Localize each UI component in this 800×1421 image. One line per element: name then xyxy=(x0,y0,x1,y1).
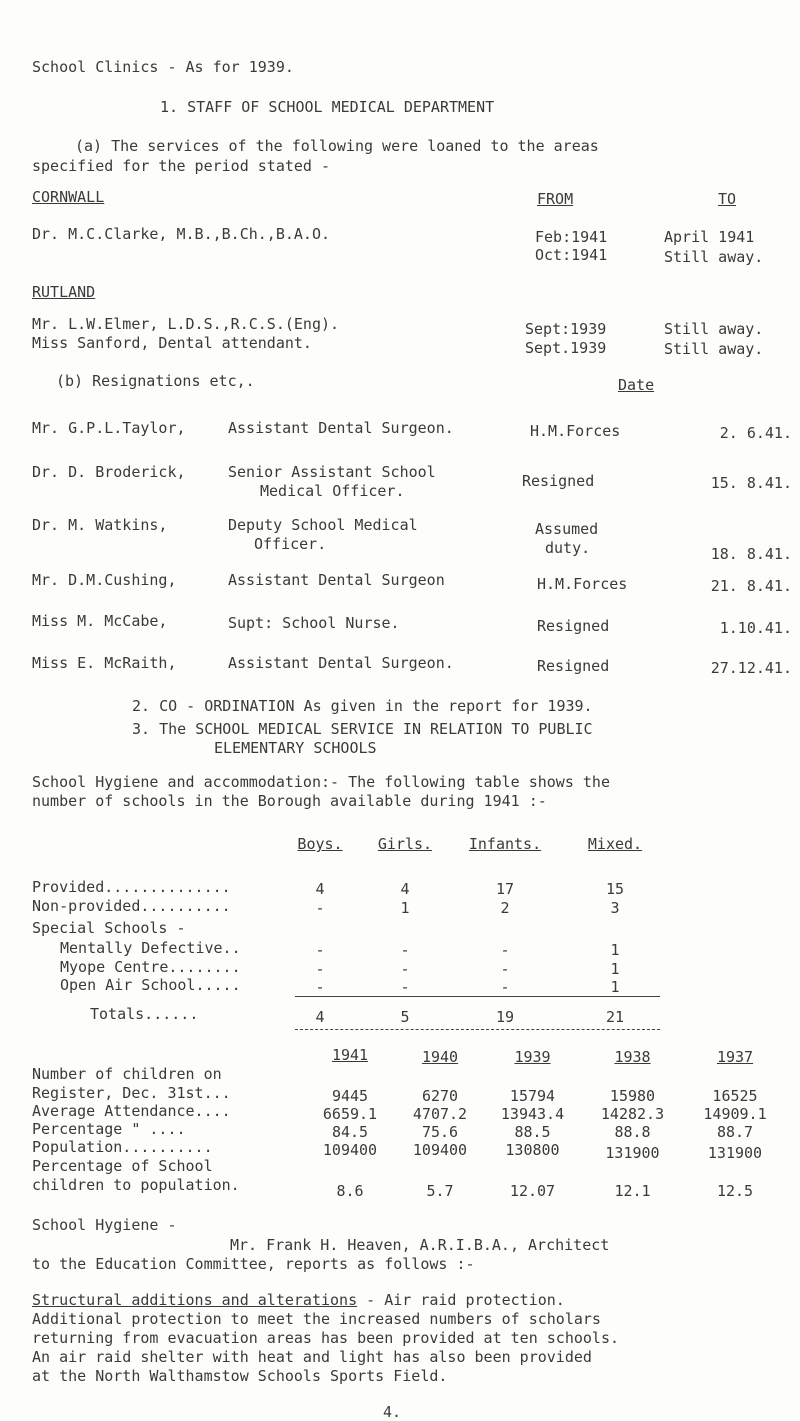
resignation-date: 21. 8.41. xyxy=(710,577,792,595)
resignation-name: Dr. M. Watkins, xyxy=(32,516,168,534)
children-row-label: Number of children on xyxy=(32,1065,222,1083)
structural-para-line: Additional protection to meet the increased numbers of scholars xyxy=(32,1310,601,1328)
resignation-date: 27.12.41. xyxy=(710,659,792,677)
resignation-post-cont: Medical Officer. xyxy=(260,482,405,500)
loan-from: Oct:1941 xyxy=(535,246,608,264)
totals-rule-top xyxy=(295,996,660,997)
children-row-label: Population.......... xyxy=(32,1138,213,1156)
loan-to: April 1941 xyxy=(664,228,755,246)
children-cell: 8.6 xyxy=(336,1182,364,1200)
structural-line xyxy=(32,1291,565,1309)
hygiene-accommodation-line-1: School Hygiene and accommodation:- The following table shows the xyxy=(32,773,610,791)
children-year-heading: 1938 xyxy=(614,1048,651,1066)
loan-name: Dr. M.C.Clarke, M.B.,B.Ch.,B.A.O. xyxy=(32,225,331,243)
children-cell: 88.7 xyxy=(716,1123,754,1141)
resignation-post: Assistant Dental Surgeon. xyxy=(228,654,454,672)
schools-cell: 1 xyxy=(610,941,620,959)
children-cell: 12.5 xyxy=(716,1182,754,1200)
children-year-heading: 1937 xyxy=(716,1048,754,1066)
schools-row-label: Mentally Defective.. xyxy=(60,939,241,957)
school-clinics-line: School Clinics - As for 1939. xyxy=(32,58,294,76)
schools-cell: - xyxy=(400,960,410,978)
children-cell: 15794 xyxy=(509,1087,556,1105)
loan-from: Feb:1941 xyxy=(535,228,608,246)
hygiene-accommodation-line-2: number of schools in the Borough available during 1941 :- xyxy=(32,792,547,810)
resignations-heading: (b) Resignations etc,. xyxy=(56,372,255,390)
children-cell: 109400 xyxy=(412,1141,468,1159)
schools-row-label: Provided.............. xyxy=(32,878,231,896)
loan-intro-line-2: specified for the period stated - xyxy=(32,157,331,175)
children-year-heading: 1939 xyxy=(514,1048,551,1066)
schools-row-label: Open Air School..... xyxy=(60,976,241,994)
schools-cell: - xyxy=(315,960,325,978)
schools-col-boys: Boys. xyxy=(297,835,343,853)
children-cell: 15980 xyxy=(609,1087,656,1105)
resignation-status: H.M.Forces xyxy=(537,575,628,593)
children-cell: 12.1 xyxy=(614,1182,651,1200)
resignation-status: Assumed xyxy=(535,520,599,538)
children-cell: 6270 xyxy=(421,1087,459,1105)
structural-para-line: at the North Walthamstow Schools Sports Field. xyxy=(32,1367,448,1385)
section-1-heading: 1. STAFF OF SCHOOL MEDICAL DEPARTMENT xyxy=(160,98,495,116)
resignation-post-cont: Officer. xyxy=(254,535,327,553)
resignation-name: Dr. D. Broderick, xyxy=(32,463,186,481)
children-cell: 109400 xyxy=(322,1141,378,1159)
children-year-heading: 1940 xyxy=(421,1048,459,1066)
hygiene-line-2: to the Education Committee, reports as follows :- xyxy=(32,1255,475,1273)
schools-row-label: Special Schools - xyxy=(32,919,186,937)
schools-total: 19 xyxy=(495,1008,515,1026)
children-row-label: Percentage " .... xyxy=(32,1120,186,1138)
schools-cell: - xyxy=(500,978,510,996)
schools-cell: 4 xyxy=(400,880,410,898)
children-cell: 130800 xyxy=(505,1141,560,1159)
section-3-line-2: ELEMENTARY SCHOOLS xyxy=(214,739,377,757)
schools-col-infants: Infants. xyxy=(468,835,542,853)
loan-to: Still away. xyxy=(664,340,764,358)
children-cell: 5.7 xyxy=(426,1182,454,1200)
children-row-label: Percentage of School xyxy=(32,1157,213,1175)
totals-rule-bottom xyxy=(295,1029,660,1030)
children-cell: 14909.1 xyxy=(703,1105,767,1123)
resignation-post: Senior Assistant School xyxy=(228,463,436,481)
resignation-post: Assistant Dental Surgeon xyxy=(228,571,445,589)
schools-cell: - xyxy=(315,941,325,959)
schools-row-label: Non-provided.......... xyxy=(32,897,231,915)
schools-col-girls: Girls. xyxy=(377,835,433,853)
structural-para-line: returning from evacuation areas has been provided at ten schools. xyxy=(32,1329,619,1347)
loan-from: Sept:1939 xyxy=(525,320,607,338)
structural-heading: Structural additions and alterations xyxy=(32,1291,358,1309)
children-cell: 4707.2 xyxy=(412,1105,468,1123)
children-cell: 88.5 xyxy=(514,1123,551,1141)
schools-total: 21 xyxy=(605,1008,625,1026)
schools-cell: - xyxy=(315,899,325,917)
col-to-heading: TO xyxy=(718,190,737,208)
schools-cell: - xyxy=(500,941,510,959)
children-cell: 12.07 xyxy=(509,1182,556,1200)
resignation-post: Deputy School Medical xyxy=(228,516,418,534)
schools-cell: - xyxy=(500,960,510,978)
schools-cell: - xyxy=(400,941,410,959)
loan-to: Still away. xyxy=(664,248,764,266)
resignation-status-cont: duty. xyxy=(545,539,591,557)
cornwall-heading: CORNWALL xyxy=(32,188,105,206)
children-year-heading: 1941 xyxy=(331,1046,369,1064)
resignation-name: Mr. D.M.Cushing, xyxy=(32,571,177,589)
section-2-line: 2. CO - ORDINATION As given in the report for 1939. xyxy=(132,697,593,715)
schools-total: 5 xyxy=(400,1008,410,1026)
resignation-post: Assistant Dental Surgeon. xyxy=(228,419,454,437)
schools-cell: 3 xyxy=(610,899,620,917)
resignation-status: Resigned xyxy=(537,617,610,635)
resignation-name: Mr. G.P.L.Taylor, xyxy=(32,419,186,437)
resignation-name: Miss M. McCabe, xyxy=(32,612,168,630)
children-row-label: Average Attendance.... xyxy=(32,1102,231,1120)
col-from-heading: FROM xyxy=(537,190,574,208)
schools-total: 4 xyxy=(315,1008,325,1026)
children-cell: 14282.3 xyxy=(600,1105,665,1123)
loan-intro-line-1: (a) The services of the following were loaned to the areas xyxy=(75,137,599,155)
hygiene-line-1: Mr. Frank H. Heaven, A.R.I.B.A., Architect xyxy=(230,1236,610,1254)
resignation-date: 15. 8.41. xyxy=(710,474,792,492)
children-cell: 131900 xyxy=(605,1144,660,1162)
resignation-date: 18. 8.41. xyxy=(710,545,792,563)
children-cell: 84.5 xyxy=(331,1123,369,1141)
schools-col-mixed: Mixed. xyxy=(587,835,643,853)
resignation-name: Miss E. McRaith, xyxy=(32,654,177,672)
loan-from: Sept.1939 xyxy=(525,339,607,357)
loan-to: Still away. xyxy=(664,320,764,338)
children-cell: 131900 xyxy=(707,1144,763,1162)
rutland-heading: RUTLAND xyxy=(32,283,96,301)
col-date-heading: Date xyxy=(618,376,655,394)
schools-cell: - xyxy=(400,978,410,996)
resignation-post: Supt: School Nurse. xyxy=(228,614,400,632)
children-cell: 13943.4 xyxy=(500,1105,565,1123)
section-3-line-1: 3. The SCHOOL MEDICAL SERVICE IN RELATION TO PUBLIC xyxy=(132,720,593,738)
children-cell: 6659.1 xyxy=(322,1105,378,1123)
structural-para-line: An air raid shelter with heat and light has also been provided xyxy=(32,1348,592,1366)
schools-cell: 15 xyxy=(605,880,625,898)
hygiene-title: School Hygiene - xyxy=(32,1216,177,1234)
loan-name: Miss Sanford, Dental attendant. xyxy=(32,334,312,352)
schools-totals-label: Totals...... xyxy=(90,1005,199,1023)
schools-cell: 17 xyxy=(495,880,515,898)
resignation-status: H.M.Forces xyxy=(530,422,621,440)
schools-cell: 4 xyxy=(315,880,325,898)
resignation-date: 2. 6.41. xyxy=(719,424,792,442)
children-cell: 9445 xyxy=(331,1087,369,1105)
schools-cell: - xyxy=(315,978,325,996)
children-cell: 16525 xyxy=(712,1087,758,1105)
schools-row-label: Myope Centre........ xyxy=(60,958,241,976)
structural-heading-rest: - Air raid protection. xyxy=(357,1291,565,1309)
children-row-label: Register, Dec. 31st... xyxy=(32,1084,231,1102)
children-row-label: children to population. xyxy=(32,1176,240,1194)
schools-cell: 1 xyxy=(610,978,620,996)
schools-cell: 1 xyxy=(400,899,410,917)
children-cell: 75.6 xyxy=(421,1123,459,1141)
schools-cell: 2 xyxy=(500,899,510,917)
resignation-status: Resigned xyxy=(522,472,595,490)
page-number: 4. xyxy=(383,1403,402,1421)
children-cell: 88.8 xyxy=(614,1123,651,1141)
loan-name: Mr. L.W.Elmer, L.D.S.,R.C.S.(Eng). xyxy=(32,315,340,333)
schools-cell: 1 xyxy=(610,960,620,978)
resignation-date: 1.10.41. xyxy=(719,619,792,637)
resignation-status: Resigned xyxy=(537,657,610,675)
